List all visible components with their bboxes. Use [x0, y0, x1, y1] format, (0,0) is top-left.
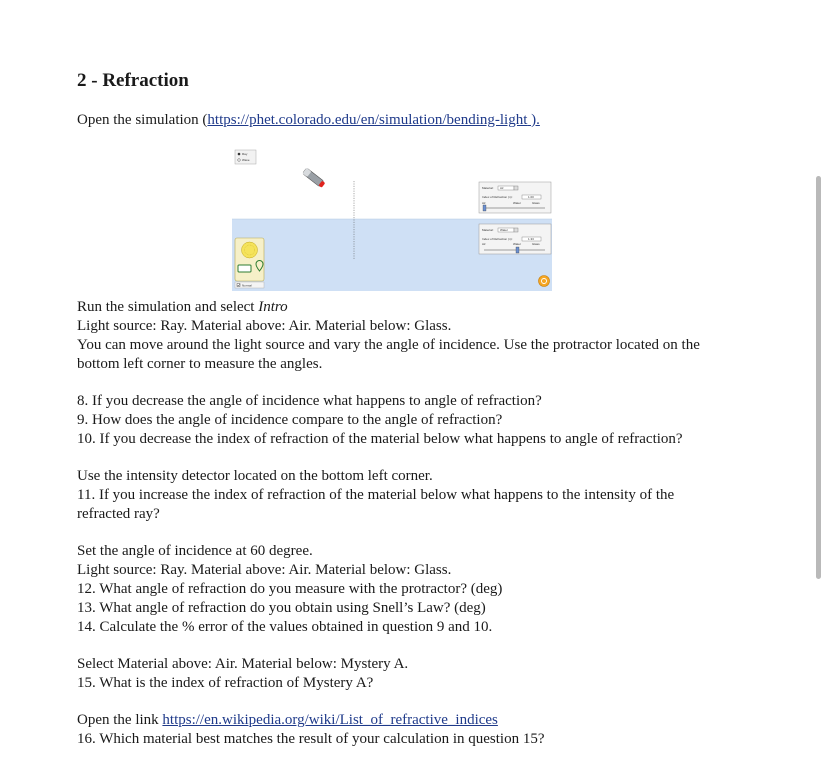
- question-15: 15. What is the index of refraction of Mystery A?: [77, 675, 374, 691]
- toolbox[interactable]: [235, 238, 264, 281]
- question-8: 8. If you decrease the angle of incidence what happens to angle of refraction?: [77, 393, 542, 409]
- question-10: 10. If you decrease the index of refraction of the material below what happens to angle of refraction?: [77, 431, 683, 447]
- slider-thumb-icon: [516, 247, 519, 253]
- run-simulation-line: [77, 298, 288, 317]
- intro-word: Intro: [258, 299, 288, 315]
- index-above-label: Index of Refraction (n):: [482, 195, 513, 199]
- section-title: 2 - Refraction: [77, 70, 189, 91]
- protractor-icon: [242, 242, 258, 258]
- dropdown-arrow-icon: [514, 186, 518, 190]
- material-above-value: Air: [500, 186, 504, 190]
- material-below-value: Water: [500, 228, 508, 232]
- normal-checkbox[interactable]: [235, 282, 264, 288]
- ray-option-label: Ray: [242, 152, 248, 156]
- question-13: 13. What angle of refraction do you obtain using Snell’s Law? (deg): [77, 600, 486, 616]
- question-12: 12. What angle of refraction do you measure with the protractor? (deg): [77, 581, 503, 597]
- intensity-detector-line: Use the intensity detector located on the bottom left corner.: [77, 468, 433, 484]
- material-below-panel[interactable]: [479, 224, 551, 254]
- normal-label: Normal: [242, 283, 252, 288]
- index-above-value: 1.00: [528, 195, 534, 199]
- scale-above-left: Air: [482, 201, 486, 205]
- question-14: 14. Calculate the % error of the values obtained in question 9 and 10.: [77, 619, 493, 635]
- scale-above-right: Glass: [532, 201, 540, 205]
- index-below-value: 1.33: [528, 237, 534, 241]
- simulation-link[interactable]: https://phet.colorado.edu/en/simulation/bending-light: [207, 112, 528, 128]
- scale-below-left: Air: [482, 242, 486, 246]
- slider-thumb-icon: [483, 205, 486, 211]
- open-wiki-line: [77, 711, 498, 730]
- set-angle-line: Set the angle of incidence at 60 degree.: [77, 543, 313, 559]
- vertical-scrollbar[interactable]: [816, 176, 821, 579]
- reset-button[interactable]: [539, 276, 550, 287]
- material-below-label: Material:: [482, 228, 494, 232]
- scale-above-mid: Water: [513, 201, 521, 205]
- light-source-line: Light source: Ray. Material above: Air. Material below: Glass.: [77, 318, 452, 334]
- dropdown-arrow-icon: [514, 228, 518, 232]
- material-above-label: Material:: [482, 186, 494, 190]
- wiki-link[interactable]: https://en.wikipedia.org/wiki/List_of_refractive_indices: [162, 712, 498, 728]
- open-simulation-line: [77, 111, 568, 130]
- intensity-meter-icon: [238, 265, 251, 272]
- question-16: 16. Which material best matches the result of your calculation in question 15?: [77, 731, 545, 747]
- index-below-label: Index of Refraction (n):: [482, 237, 513, 241]
- light-source-line-2: Light source: Ray. Material above: Air. Material below: Glass.: [77, 562, 452, 578]
- question-11-line-2: refracted ray?: [77, 506, 160, 522]
- question-11-line-1: 11. If you increase the index of refraction of the material below what happens to the intensity of the: [77, 487, 675, 503]
- select-mystery-line: Select Material above: Air. Material below: Mystery A.: [77, 656, 409, 672]
- scale-below-right: Glass: [532, 242, 540, 246]
- link-suffix[interactable]: ).: [527, 112, 540, 128]
- material-above-panel[interactable]: [479, 182, 551, 213]
- simulation-screenshot: [232, 146, 552, 291]
- open-prefix: Open the simulation (: [77, 112, 208, 128]
- run-prefix: Run the simulation and select: [77, 299, 259, 315]
- wave-option-label: Wave: [242, 158, 250, 162]
- move-light-line-1: You can move around the light source and vary the angle of incidence. Use the protractor located on the: [77, 337, 700, 353]
- wiki-prefix: Open the link: [77, 712, 163, 728]
- ray-wave-selector[interactable]: [235, 150, 256, 164]
- move-light-line-2: bottom left corner to measure the angles.: [77, 356, 323, 372]
- scale-below-mid: Water: [513, 242, 521, 246]
- question-9: 9. How does the angle of incidence compare to the angle of refraction?: [77, 412, 503, 428]
- ray-radio-icon: [238, 153, 241, 156]
